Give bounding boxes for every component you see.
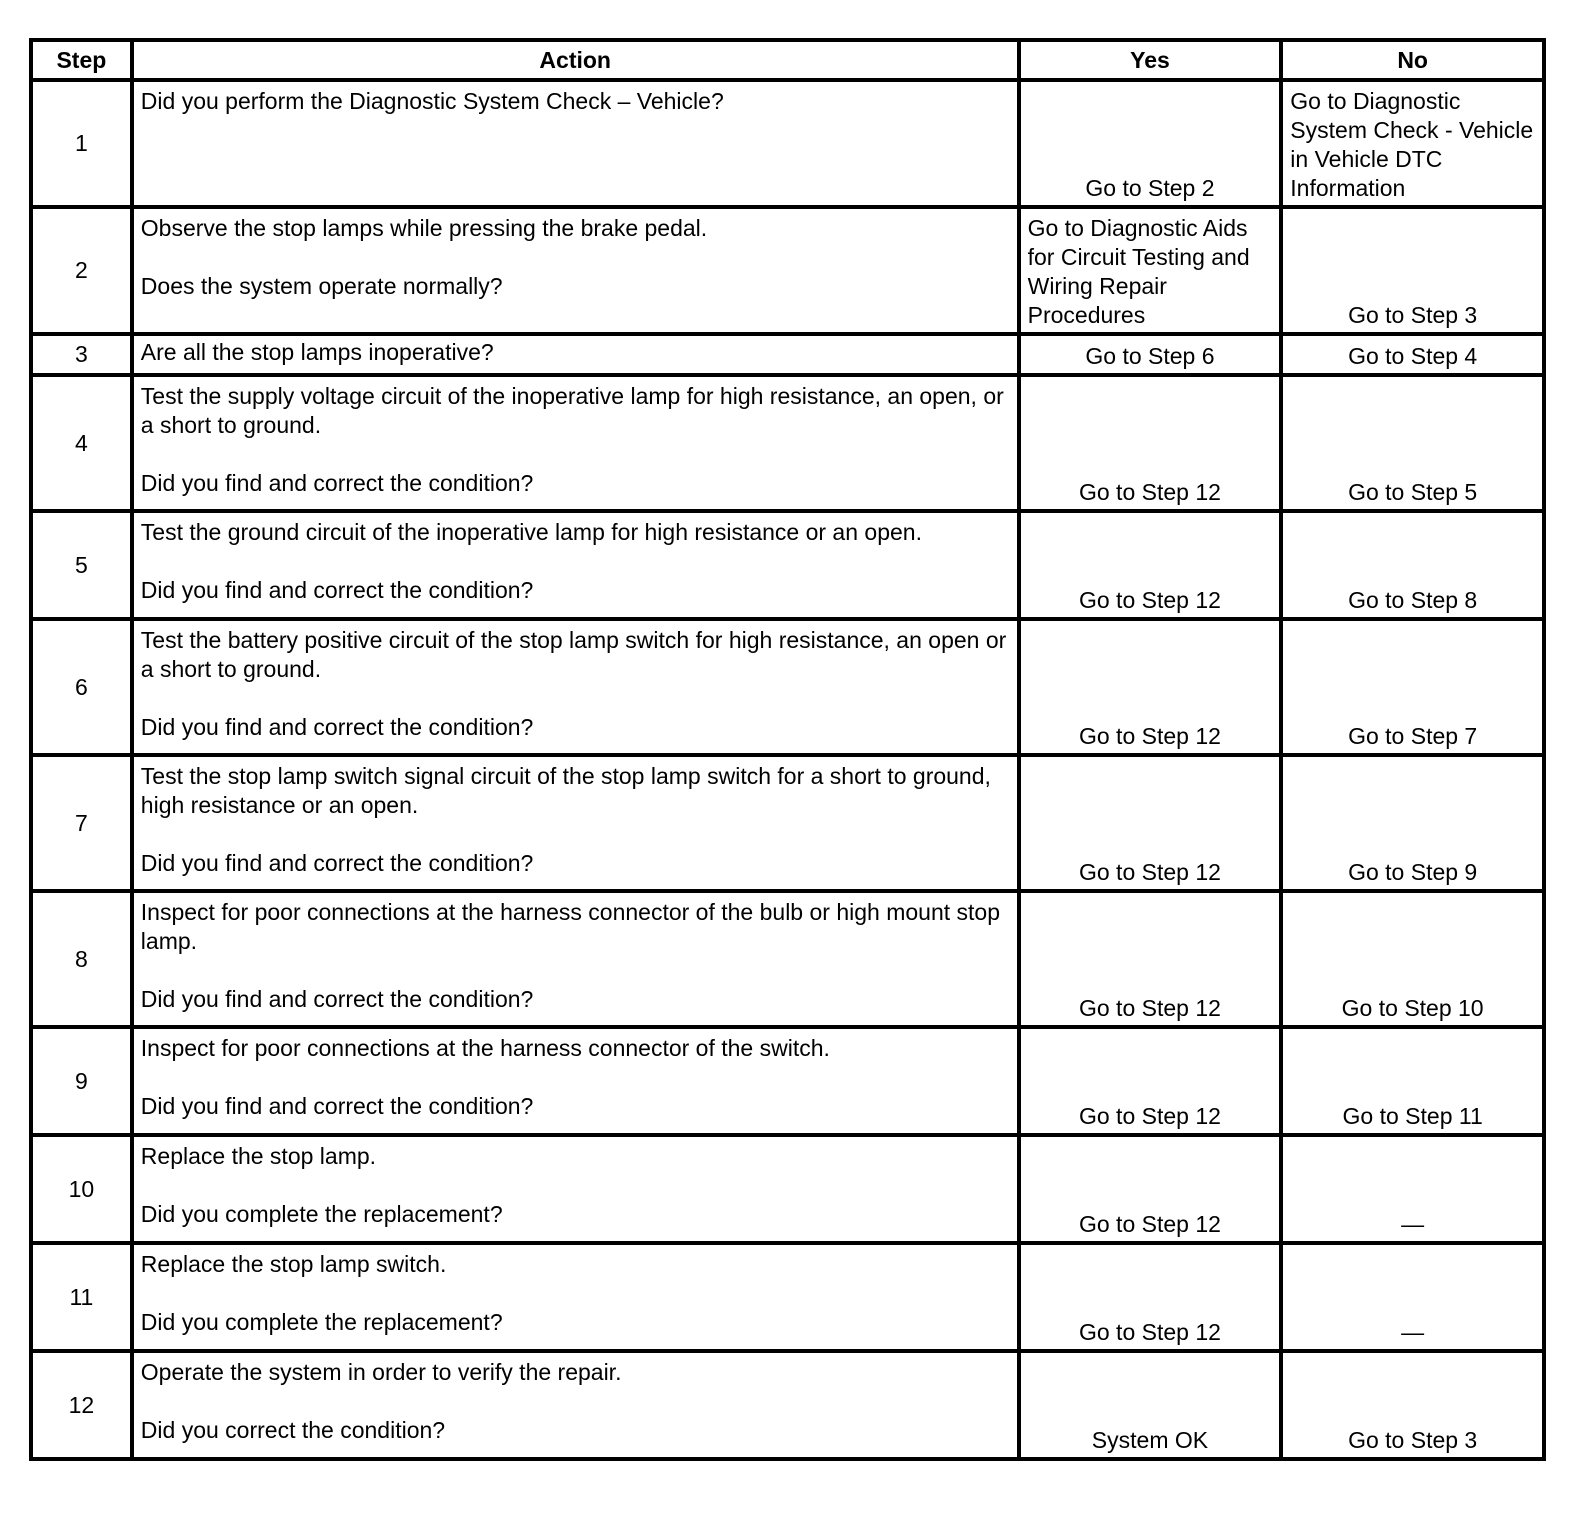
- table-row: [31, 80, 1544, 207]
- action-text: Test the supply voltage circuit of the inoperative lamp for high resistance, an open, or a short to ground.: [140, 383, 1004, 438]
- action-text: Are all the stop lamps inoperative?: [140, 339, 494, 365]
- no-cell: Go to Step 3: [1281, 1351, 1544, 1459]
- no-cell: Go to Step 3: [1281, 207, 1544, 334]
- step-number: 3: [31, 334, 132, 375]
- action-cell: [132, 1135, 1019, 1243]
- action-cell: [132, 334, 1019, 375]
- action-text: Inspect for poor connections at the harness connector of the switch.: [140, 1035, 830, 1061]
- action-cell: [132, 619, 1019, 755]
- header-yes: Yes: [1019, 40, 1282, 80]
- action-text: Operate the system in order to verify the repair.: [140, 1359, 622, 1385]
- yes-cell: Go to Step 12: [1019, 891, 1282, 1027]
- action-question: Does the system operate normally?: [140, 273, 503, 299]
- step-number: 2: [31, 207, 132, 334]
- action-cell: [132, 1027, 1019, 1135]
- yes-cell: Go to Step 12: [1019, 619, 1282, 755]
- action-text: Test the battery positive circuit of the stop lamp switch for high resistance, an open or a short to ground.: [140, 627, 1007, 682]
- step-number: 4: [31, 375, 132, 511]
- action-question: Did you find and correct the condition?: [140, 714, 534, 740]
- step-number: 12: [31, 1351, 132, 1459]
- header-row: [31, 40, 1544, 80]
- action-cell: [132, 207, 1019, 334]
- action-question: Did you complete the replacement?: [140, 1201, 503, 1227]
- table-row: [31, 891, 1544, 1027]
- no-cell: Go to Step 8: [1281, 511, 1544, 619]
- action-cell: [132, 891, 1019, 1027]
- action-text: Observe the stop lamps while pressing the brake pedal.: [140, 215, 708, 241]
- step-number: 11: [31, 1243, 132, 1351]
- step-number: 1: [31, 80, 132, 207]
- no-cell: Go to Step 7: [1281, 619, 1544, 755]
- diagnostic-table: [29, 38, 1546, 1461]
- header-no: No: [1281, 40, 1544, 80]
- table-row: [31, 1351, 1544, 1459]
- action-text: Test the stop lamp switch signal circuit of the stop lamp switch for a short to ground, high resistance or an open.: [140, 763, 991, 818]
- table-row: [31, 1027, 1544, 1135]
- yes-cell: Go to Step 6: [1019, 334, 1282, 375]
- action-cell: [132, 755, 1019, 891]
- step-number: 8: [31, 891, 132, 1027]
- no-cell: Go to Step 5: [1281, 375, 1544, 511]
- no-cell: Go to Step 4: [1281, 334, 1544, 375]
- no-cell: Go to Step 11: [1281, 1027, 1544, 1135]
- action-text: Did you perform the Diagnostic System Check – Vehicle?: [140, 88, 724, 114]
- table-row: [31, 207, 1544, 334]
- table-row: [31, 619, 1544, 755]
- action-cell: [132, 511, 1019, 619]
- no-cell: Go to Step 9: [1281, 755, 1544, 891]
- yes-cell: Go to Step 2: [1019, 80, 1282, 207]
- yes-cell: Go to Step 12: [1019, 1027, 1282, 1135]
- table-row: [31, 755, 1544, 891]
- step-number: 5: [31, 511, 132, 619]
- table-row: [31, 1243, 1544, 1351]
- action-text: Replace the stop lamp.: [140, 1143, 377, 1169]
- no-cell: —: [1281, 1135, 1544, 1243]
- no-cell: Go to Step 10: [1281, 891, 1544, 1027]
- yes-cell: Go to Diagnostic Aids for Circuit Testing and Wiring Repair Procedures: [1019, 207, 1282, 334]
- yes-cell: Go to Step 12: [1019, 1135, 1282, 1243]
- step-number: 7: [31, 755, 132, 891]
- action-cell: [132, 1351, 1019, 1459]
- yes-cell: Go to Step 12: [1019, 511, 1282, 619]
- action-cell: [132, 80, 1019, 207]
- action-text: Inspect for poor connections at the harness connector of the bulb or high mount stop lamp.: [140, 899, 1000, 954]
- action-text: Replace the stop lamp switch.: [140, 1251, 447, 1277]
- action-question: Did you complete the replacement?: [140, 1309, 503, 1335]
- no-cell: Go to Diagnostic System Check - Vehicle in Vehicle DTC Information: [1281, 80, 1544, 207]
- action-question: Did you find and correct the condition?: [140, 850, 534, 876]
- table-row: [31, 511, 1544, 619]
- step-number: 10: [31, 1135, 132, 1243]
- action-question: Did you correct the condition?: [140, 1417, 446, 1443]
- table-row: [31, 334, 1544, 375]
- action-question: Did you find and correct the condition?: [140, 986, 534, 1012]
- action-cell: [132, 375, 1019, 511]
- table-row: [31, 1135, 1544, 1243]
- action-question: Did you find and correct the condition?: [140, 1093, 534, 1119]
- yes-cell: Go to Step 12: [1019, 375, 1282, 511]
- header-step: Step: [31, 40, 132, 80]
- table-row: [31, 375, 1544, 511]
- header-action: Action: [132, 40, 1019, 80]
- step-number: 9: [31, 1027, 132, 1135]
- action-text: Test the ground circuit of the inoperative lamp for high resistance or an open.: [140, 519, 922, 545]
- no-cell: —: [1281, 1243, 1544, 1351]
- yes-cell: System OK: [1019, 1351, 1282, 1459]
- action-question: Did you find and correct the condition?: [140, 470, 534, 496]
- yes-cell: Go to Step 12: [1019, 1243, 1282, 1351]
- step-number: 6: [31, 619, 132, 755]
- action-cell: [132, 1243, 1019, 1351]
- action-question: Did you find and correct the condition?: [140, 577, 534, 603]
- yes-cell: Go to Step 12: [1019, 755, 1282, 891]
